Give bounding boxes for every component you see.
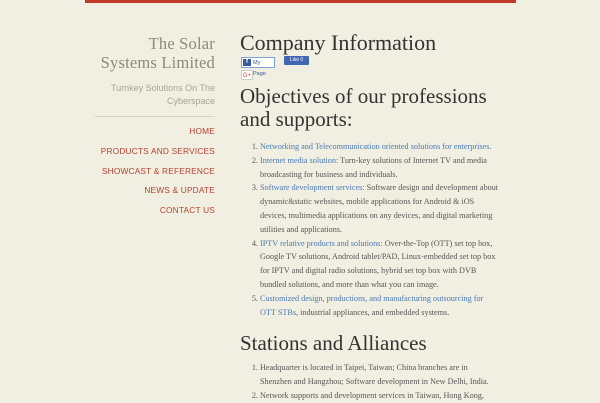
- objective-link[interactable]: Software development services:: [260, 183, 365, 193]
- list-item: [260, 237, 500, 292]
- top-accent-bar: [85, 0, 516, 3]
- nav-item-contact-us[interactable]: CONTACT US: [159, 205, 215, 216]
- main-content: [240, 30, 500, 403]
- objectives-list: [240, 140, 500, 319]
- stations-heading: Stations and Alliances: [240, 331, 427, 356]
- list-item: [260, 292, 500, 320]
- site-title[interactable]: The Solar Systems Limited: [100, 34, 215, 72]
- facebook-mypage-button[interactable]: [241, 57, 275, 77]
- social-buttons: [240, 57, 500, 83]
- sidebar-divider: [95, 116, 215, 117]
- list-item: 2. Network supports and development services in Taiwan, Hong Kong,: [260, 389, 500, 403]
- nav-item-home[interactable]: HOME: [189, 126, 215, 136]
- site-tagline: Turnkey Solutions On The Cyberspace: [110, 83, 215, 106]
- facebook-mypage-label: My Page: [253, 60, 266, 77]
- sidebar: [95, 34, 215, 225]
- google-plus-button[interactable]: G+: [241, 70, 253, 80]
- main-nav: [95, 126, 215, 215]
- facebook-like-button[interactable]: Like 0: [284, 56, 309, 65]
- objective-text: Over-the-Top (OTT) set top box, Google TV solutions, Android tablet/PAD, Linux-embedded set top box for IPTV and digital radio solutions, hybrid set top box with DVB bundled solutions, and more than what you can image.: [260, 238, 496, 289]
- nav-item-products-and-services[interactable]: PRODUCTS AND SERVICES: [100, 145, 215, 156]
- list-item: [260, 154, 500, 182]
- list-item: 1. Headquarter is located in Taipei, Taiwan; China branches are in Shenzhen and Hangzhou; Software development in New Delhi, India.: [260, 361, 500, 389]
- objective-text: Turn-key solutions of Internet TV and media broadcasting for business and individuals.: [260, 155, 487, 179]
- objective-link[interactable]: Networking and Telecommunication oriented solutions for enterprises.: [260, 142, 492, 151]
- nav-item-news-update[interactable]: NEWS & UPDATE: [144, 185, 215, 196]
- objective-text: Software design and development about dynamic&static websites, mobile applications for Android & iOS devices, multimedia applications on any devices, and digital marketing utilities and applications.: [260, 183, 499, 234]
- list-item: [260, 140, 500, 154]
- page-title: Company Information: [240, 30, 437, 55]
- nav-item-showcast-reference[interactable]: SHOWCAST & REFERENCE: [101, 165, 215, 176]
- objective-link[interactable]: Internet media solution:: [260, 155, 339, 165]
- stations-list: [240, 361, 500, 402]
- list-item: [260, 181, 500, 236]
- objectives-heading: Objectives of our professions and supports:: [240, 84, 487, 131]
- objective-text: , industrial appliances, and embedded systems.: [296, 307, 450, 317]
- facebook-icon: f: [243, 59, 251, 66]
- objective-link[interactable]: Customized design, productions, and manufacturing outsourcing for OTT STBs: [260, 293, 484, 317]
- objective-link[interactable]: IPTV relative products and solutions:: [260, 238, 383, 248]
